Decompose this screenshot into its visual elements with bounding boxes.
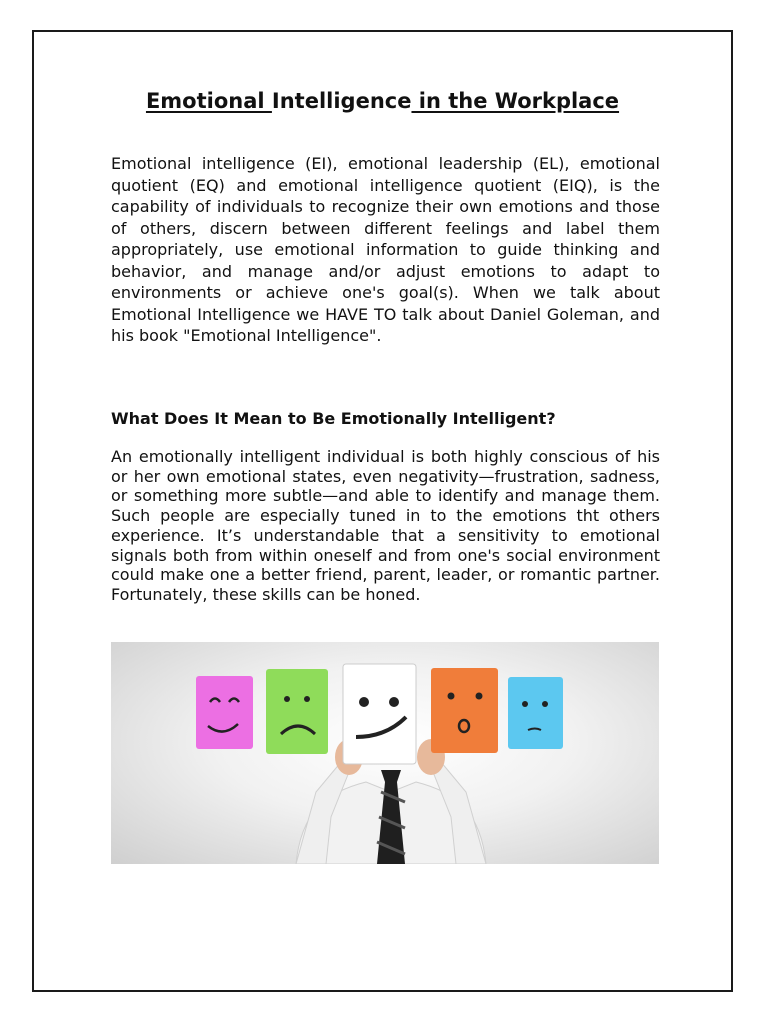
title-part-emotional: Emotional <box>145 89 272 113</box>
title-part-workplace: in the Workplace <box>411 89 620 113</box>
document-page <box>32 30 733 992</box>
body-paragraph: An emotionally intelligent individual is both highly conscious of his or her own emotional states, even negativity—frustration, sadness, or something more subtle—and able to identify and manage them. Such people are especially tuned in to the emotions tht others experience. It’s understandable that a sensitivity to emotional signals both from within oneself and from one's social environment could make one a better friend, parent, leader, or romantic partner. Fortunately, these skills can be honed. <box>111 447 660 604</box>
section-heading: What Does It Mean to Be Emotionally Intelligent? <box>111 409 556 428</box>
title-part-intelligence: Intelligence <box>271 89 412 113</box>
green-face-card <box>266 669 328 754</box>
orange-face-card <box>431 668 498 753</box>
intro-paragraph: Emotional intelligence (EI), emotional leadership (EL), emotional quotient (EQ) and emotional intelligence quotient (EIQ), is the capability of individuals to recognize their own emotions and those of others, discern between different feelings and label them appropriately, use emotional information to guide thinking and behavior, and manage and/or adjust emotions to adapt to environments or achieve one's goal(s). When we talk about Emotional Intelligence we HAVE TO talk about Daniel Goleman, and his book "Emotional Intelligence". <box>111 154 660 345</box>
white-face-card <box>343 664 416 764</box>
illustration-photo <box>111 642 659 864</box>
businessman-faces-icon <box>111 642 659 864</box>
blue-face-card <box>508 677 563 749</box>
pink-face-card <box>196 676 253 749</box>
document-title <box>34 89 731 113</box>
